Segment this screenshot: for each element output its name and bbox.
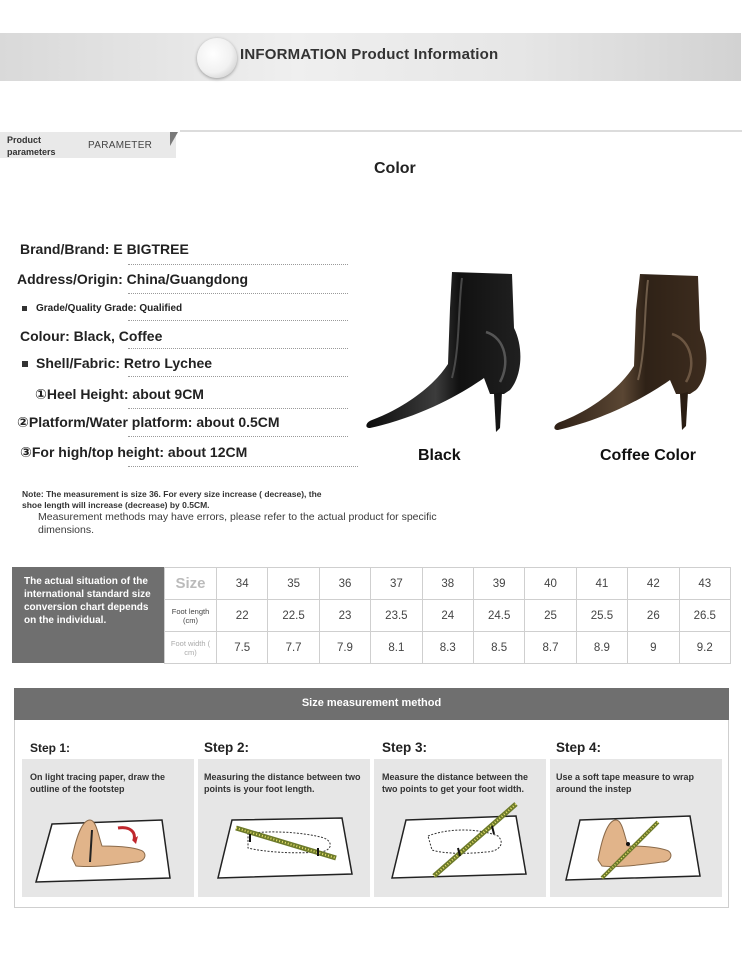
length-cell: 24.5	[473, 600, 524, 632]
dotted-divider	[128, 466, 358, 467]
step-2-ruler-length-icon	[214, 808, 360, 882]
spec-platform: ②Platform/Water platform: about 0.5CM	[17, 414, 280, 430]
length-cell: 26	[628, 600, 679, 632]
width-cell: 8.7	[525, 632, 576, 664]
step-3-text: Measure the distance between the two points to get your foot width.	[382, 772, 529, 794]
divider	[180, 130, 742, 132]
spec-heel: ①Heel Height: about 9CM	[35, 386, 204, 402]
width-cell: 7.9	[319, 632, 370, 664]
step-4-title: Step 4:	[556, 740, 602, 755]
step-2-text: Measuring the distance between two points is your foot length.	[204, 772, 361, 794]
length-cell: 23	[319, 600, 370, 632]
row-label-foot-length: Foot length (cm)	[165, 600, 217, 632]
bullet-icon	[22, 361, 28, 367]
spec-grade	[22, 303, 182, 314]
step-3-title: Step 3:	[382, 740, 428, 755]
boot-label-coffee: Coffee Color	[600, 447, 696, 464]
parameter-tab-label: PARAMETER	[88, 140, 153, 151]
length-cell: 22.5	[268, 600, 319, 632]
dotted-divider	[128, 408, 348, 409]
page-title: INFORMATION Product Information	[240, 46, 499, 63]
size-chart-table	[164, 567, 731, 664]
width-cell: 9	[628, 632, 679, 664]
step-4-tape-measure-icon	[562, 802, 708, 884]
step-2-title: Step 2:	[204, 740, 250, 755]
length-cell: 26.5	[679, 600, 730, 632]
size-cell: 43	[679, 568, 730, 600]
width-cell: 7.7	[268, 632, 319, 664]
size-row	[165, 568, 731, 600]
size-cell: 41	[576, 568, 627, 600]
size-cell: 39	[473, 568, 524, 600]
size-cell: 35	[268, 568, 319, 600]
width-cell: 8.5	[473, 632, 524, 664]
size-cell: 37	[371, 568, 422, 600]
step-4-text: Use a soft tape measure to wrap around the instep	[556, 772, 695, 794]
dotted-divider	[128, 264, 348, 265]
spec-shell	[22, 355, 212, 371]
size-cell: 42	[628, 568, 679, 600]
black-boot-image	[364, 268, 530, 436]
spec-shell-text: Shell/Fabric: Retro Lychee	[36, 355, 213, 371]
spec-brand: Brand/Brand: E BIGTREE	[20, 241, 189, 257]
width-cell: 8.3	[422, 632, 473, 664]
spec-colour: Colour: Black, Coffee	[20, 328, 163, 344]
tab-corner	[170, 132, 178, 146]
spec-address: Address/Origin: China/Guangdong	[17, 271, 248, 287]
size-cell: 34	[217, 568, 268, 600]
width-cell: 8.1	[371, 632, 422, 664]
dotted-divider	[128, 293, 348, 294]
spec-grade-text: Grade/Quality Grade: Qualified	[36, 303, 183, 314]
dotted-divider	[128, 436, 348, 437]
foot-width-row	[165, 632, 731, 664]
row-label-foot-width: Foot width ( cm)	[165, 632, 217, 664]
width-cell: 8.9	[576, 632, 627, 664]
measurement-note: Note: The measurement is size 36. For every size increase ( decrease), the shoe length will increase (decrease) by 0.5CM.	[22, 489, 322, 510]
length-cell: 22	[217, 600, 268, 632]
size-cell: 38	[422, 568, 473, 600]
row-label-size: Size	[165, 568, 217, 600]
step-3-ruler-width-icon	[388, 800, 534, 880]
coffee-boot-image	[552, 270, 712, 438]
boot-label-black: Black	[418, 447, 461, 464]
dotted-divider	[128, 320, 348, 321]
bullet-icon	[22, 306, 27, 311]
width-cell: 7.5	[217, 632, 268, 664]
measurement-disclaimer: Measurement methods may have errors, please refer to the actual product for specific dimensions.	[38, 511, 437, 536]
size-cell: 40	[525, 568, 576, 600]
size-cell: 36	[319, 568, 370, 600]
color-heading: Color	[374, 160, 416, 177]
foot-length-row	[165, 600, 731, 632]
length-cell: 25	[525, 600, 576, 632]
length-cell: 23.5	[371, 600, 422, 632]
header-circle-icon	[197, 38, 237, 78]
length-cell: 25.5	[576, 600, 627, 632]
spec-top-height: ③For high/top height: about 12CM	[20, 444, 248, 460]
step-1-text: On light tracing paper, draw the outline of the footstep	[30, 772, 166, 794]
width-cell: 9.2	[679, 632, 730, 664]
size-chart-side-text: The actual situation of the international standard size conversion chart depends on the individual.	[24, 576, 151, 626]
measurement-panel-title: Size measurement method	[301, 697, 442, 709]
parameter-tab-small-label: Product parameters	[7, 135, 56, 157]
step-1-foot-outline-icon	[32, 806, 182, 886]
step-1-title: Step 1:	[30, 741, 71, 755]
dotted-divider	[128, 376, 348, 377]
length-cell: 24	[422, 600, 473, 632]
dotted-divider	[128, 348, 348, 349]
